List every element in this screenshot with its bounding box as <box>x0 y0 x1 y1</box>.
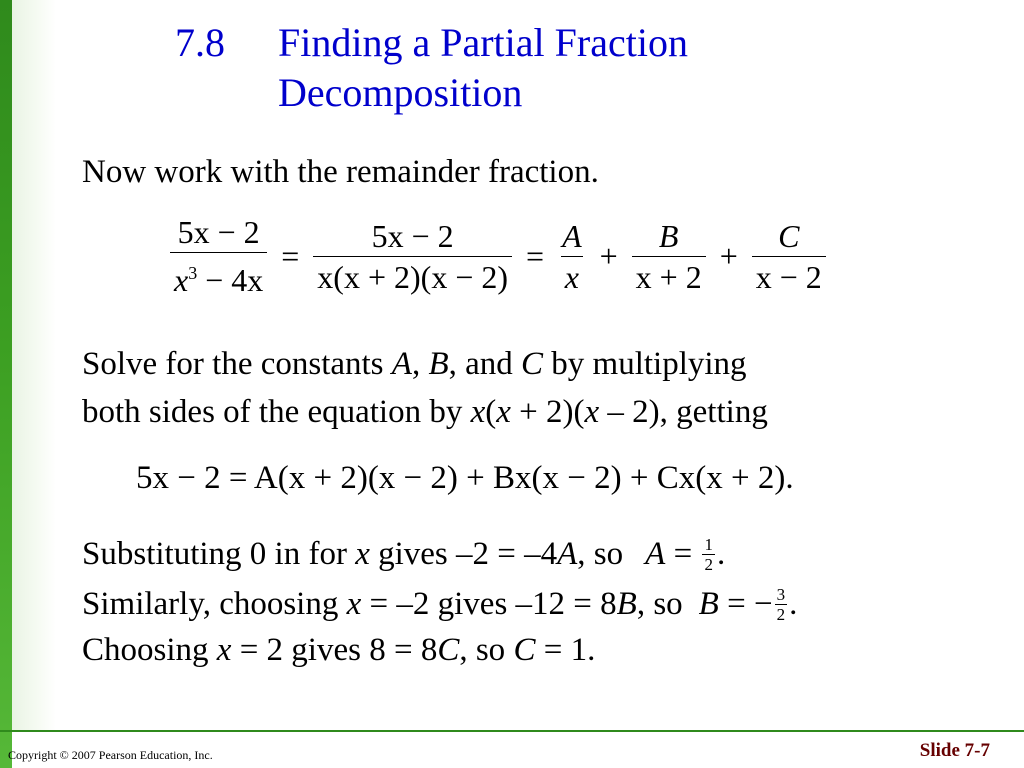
solve-line-1 <box>82 340 747 388</box>
plus-sign: + <box>599 237 618 274</box>
equals-sign: = <box>526 237 545 274</box>
text-run: Choosing <box>82 632 217 668</box>
fraction-numerator: C <box>778 217 800 254</box>
fraction-a <box>558 216 586 297</box>
var-x: x <box>346 586 362 622</box>
text-run: by multiplying <box>543 346 747 382</box>
slide-number: Slide 7-7 <box>919 740 990 761</box>
result-a <box>645 530 700 578</box>
text-run: ( <box>485 394 497 430</box>
equals-sign: = <box>281 237 300 274</box>
copyright-notice: Copyright © 2007 Pearson Education, Inc. <box>8 748 213 762</box>
expanded-equation: 5x − 2 = A(x + 2)(x − 2) + Bx(x − 2) + Cx(x + 2). <box>136 460 794 496</box>
fraction-numerator: 3 <box>776 584 786 604</box>
subst-line-3 <box>82 626 595 674</box>
var-x: x <box>470 394 486 430</box>
exponent: 3 <box>188 263 198 283</box>
var-c: C <box>513 632 536 668</box>
footer-divider <box>0 730 1024 732</box>
subst-line-1 <box>82 530 725 578</box>
text-run: Substituting 0 in for <box>82 536 356 572</box>
section-number: 7.8 <box>175 20 225 65</box>
fraction-one-half <box>702 535 715 574</box>
plus-sign: + <box>719 237 738 274</box>
text-run: , and <box>448 346 522 382</box>
fraction-factored <box>313 216 512 297</box>
left-gradient-band <box>12 0 56 730</box>
fraction-numerator: 1 <box>704 534 713 554</box>
text-run: both sides of the equation by <box>82 394 471 430</box>
fraction-denominator: x + 2 <box>632 256 706 297</box>
text-run: , <box>411 346 429 382</box>
fraction-numerator: A <box>562 217 582 254</box>
denominator-rest: − 4x <box>197 262 264 298</box>
period: . <box>789 586 798 622</box>
fraction-numerator: 5x − 2 <box>177 214 260 250</box>
fraction-three-halves <box>775 585 788 624</box>
fraction-denominator: 2 <box>704 554 713 574</box>
text-run: , so <box>636 586 683 622</box>
solve-line-2 <box>82 388 768 436</box>
text-run: , so <box>459 632 514 668</box>
intro-text: Now work with the remainder fraction. <box>82 154 599 190</box>
fraction-denominator <box>170 252 267 300</box>
var-a: A <box>645 536 666 572</box>
text-run: Similarly, choosing <box>82 586 347 622</box>
var-c: C <box>437 632 460 668</box>
var-a: A <box>557 536 578 572</box>
text-run: = 2 gives 8 = 8 <box>231 632 438 668</box>
var-b: B <box>698 586 719 622</box>
text-run: – 2), getting <box>599 394 768 430</box>
fraction-original <box>170 212 267 300</box>
subst-line-2 <box>82 580 797 628</box>
text-run: , so <box>577 536 624 572</box>
var-x: x <box>216 632 232 668</box>
var-c: C <box>521 346 544 382</box>
period: . <box>716 536 726 572</box>
text-run: = 1. <box>535 632 596 668</box>
fraction-b <box>632 216 706 297</box>
left-accent-bar <box>0 0 12 768</box>
text-run: gives –2 = –4 <box>369 536 558 572</box>
fraction-denominator: 2 <box>776 604 786 624</box>
fraction-denominator: x(x + 2)(x − 2) <box>313 256 512 297</box>
var-x: x <box>496 394 511 430</box>
var-b: B <box>428 346 449 382</box>
var-b: B <box>616 586 637 622</box>
fraction-c <box>752 216 826 297</box>
fraction-denominator: x <box>561 256 583 297</box>
var-a: A <box>391 346 412 382</box>
var-x: x <box>584 394 600 430</box>
title-text: Finding a Partial Fraction Decomposition <box>278 20 688 115</box>
var-x: x <box>174 262 189 298</box>
fraction-denominator: x − 2 <box>752 256 826 297</box>
text-run: Solve for the constants <box>82 346 392 382</box>
partial-fraction-equation <box>166 212 830 300</box>
text-run: = –2 gives –12 = 8 <box>361 586 617 622</box>
result-b <box>699 580 773 628</box>
fraction-numerator: 5x − 2 <box>371 217 454 254</box>
text-run: = − <box>718 586 773 622</box>
text-run: = <box>665 536 701 572</box>
text-run: + 2)( <box>510 394 585 430</box>
var-x: x <box>355 536 370 572</box>
fraction-numerator: B <box>658 217 679 254</box>
